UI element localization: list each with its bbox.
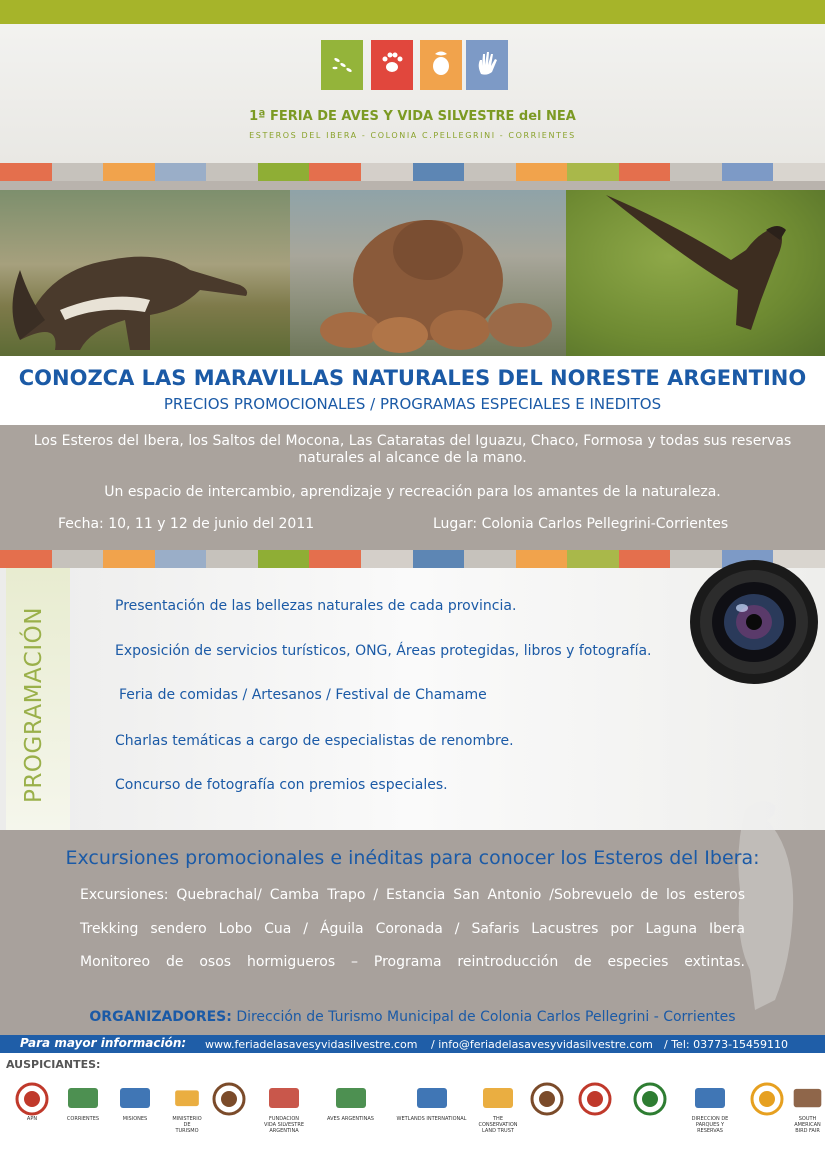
excursions-title: Excursiones promocionales e inéditas para conocer los Esteros del Ibera:	[65, 847, 760, 869]
camera-lens-icon	[688, 556, 820, 688]
program-item: Concurso de fotografía con premios especiales.	[115, 777, 448, 793]
stripe-segment	[155, 550, 207, 568]
photo-capybara	[290, 190, 566, 356]
stripe-segment	[52, 163, 104, 181]
info-date: Fecha: 10, 11 y 12 de junio del 2011	[58, 516, 315, 532]
sponsor-logo-text: MISIONES	[122, 1116, 148, 1122]
excursion-line: Excursiones: Quebrachal/ Camba Trapo / Estancia San Antonio /Sobrevuelo de los esteros	[80, 887, 745, 903]
stripe-segment	[361, 550, 413, 568]
south-american-bird-fair-icon	[790, 1082, 825, 1134]
sponsor-logo-text: DIRECCION DE PARQUES Y RESERVAS	[691, 1116, 729, 1134]
program-item: Charlas temáticas a cargo de especialistas de renombre.	[115, 733, 514, 749]
program-item: Presentación de las bellezas naturales de cada provincia.	[115, 598, 517, 614]
stripe-segment	[0, 163, 52, 181]
stripe-segment	[516, 550, 568, 568]
excursion-line: Trekking sendero Lobo Cua / Águila Coronada / Safaris Lacustres por Laguna Ibera	[80, 921, 745, 937]
stripe-shadow	[0, 181, 825, 190]
hawk-icon	[566, 341, 825, 356]
program-item: Exposición de servicios turísticos, ONG, Áreas protegidas, libros y fotografía.	[115, 643, 652, 659]
sponsor-logo-text: AVES ARGENTINAS	[327, 1116, 374, 1122]
eagle-silhouette-icon	[705, 790, 815, 1020]
stripe-segment	[361, 163, 413, 181]
logo-tile-egg	[420, 40, 462, 90]
stripe-segment	[309, 163, 361, 181]
aves-argentinas-icon	[318, 1082, 383, 1122]
sponsor-logo-text: APN	[26, 1116, 38, 1122]
sponsor-logo-text: FUNDACION VIDA SILVESTRE ARGENTINA	[264, 1116, 304, 1134]
ministerio-turismo-icon	[172, 1082, 202, 1134]
stripe-segment	[413, 550, 465, 568]
stripe-segment	[0, 550, 52, 568]
capybara-icon	[290, 341, 566, 356]
stripe-segment	[413, 163, 465, 181]
sponsors-label: AUSPICIANTES:	[6, 1058, 101, 1071]
feather-icon	[327, 48, 357, 82]
subheadline: PRECIOS PROMOCIONALES / PROGRAMAS ESPECIALES E INEDITOS	[163, 395, 662, 413]
organizers-text: Dirección de Turismo Municipal de Colonia Carlos Pellegrini - Corrientes	[236, 1009, 736, 1025]
stripe-segment	[773, 163, 825, 181]
sponsor-logo-text: SOUTH AMERICAN BIRD FAIR	[794, 1116, 821, 1134]
corrientes-logo-icon	[63, 1082, 103, 1122]
photo-anteater	[0, 190, 290, 356]
fundacion-vida-silvestre-icon	[264, 1082, 304, 1134]
photo-hawk	[566, 190, 825, 356]
stripe-segment	[206, 163, 258, 181]
stripe-segment	[155, 163, 207, 181]
info-description: Un espacio de intercambio, aprendizaje y recreación para los amantes de la naturaleza.	[104, 484, 721, 500]
sponsor-logo-text: CORRIENTES	[66, 1116, 100, 1122]
fair-subtitle: ESTEROS DEL IBERA - COLONIA C.PELLEGRINI - CORRIENTES	[249, 131, 576, 140]
stripe-segment	[258, 163, 310, 181]
sponsor-logo-text: MINISTERIO DE TURISMO	[172, 1116, 202, 1134]
stripe-segment	[464, 163, 516, 181]
round-seal-icon	[575, 1082, 615, 1116]
excursion-line: Monitoreo de osos hormigueros – Programa reintroducción de especies extintas.	[80, 954, 745, 970]
round-seal-icon	[625, 1082, 675, 1116]
phone-number: / Tel: 03773-15459110	[664, 1038, 789, 1051]
headline: CONOZCA LAS MARAVILLAS NATURALES DEL NORESTE ARGENTINO	[18, 366, 807, 390]
stripe-segment	[309, 550, 361, 568]
contact-label: Para mayor información:	[20, 1036, 187, 1050]
stripe-segment	[516, 163, 568, 181]
fair-title: 1ª FERIA DE AVES Y VIDA SILVESTRE del NEA	[249, 109, 576, 124]
stripe-segment	[567, 163, 619, 181]
logo-tile-hand	[466, 40, 508, 90]
stripe-segment	[206, 550, 258, 568]
info-box	[0, 425, 825, 550]
stripe-segment	[619, 163, 671, 181]
program-item: Feria de comidas / Artesanos / Festival de Chamame	[119, 687, 487, 703]
anteater-icon	[0, 341, 290, 356]
top-color-band	[0, 0, 825, 24]
color-stripe-top	[0, 163, 825, 181]
website-link[interactable]: www.feriadelasavesyvidasilvestre.com	[205, 1038, 418, 1051]
info-destinations: Los Esteros del Ibera, los Saltos del Mocona, Las Cataratas del Iguazu, Chaco, Formosa y todas sus reservas naturales al alcance de la mano.	[33, 433, 792, 466]
logo-tile-feather	[321, 40, 363, 90]
organizers	[0, 1009, 825, 1025]
apn-seal-icon	[12, 1082, 52, 1122]
stripe-segment	[670, 163, 722, 181]
stripe-segment	[619, 550, 671, 568]
email-link[interactable]: / info@feriadelasavesyvidasilvestre.com	[431, 1038, 653, 1051]
stripe-segment	[103, 550, 155, 568]
stripe-segment	[567, 550, 619, 568]
egg-icon	[426, 48, 456, 82]
photo-strip	[0, 190, 825, 356]
stripe-segment	[722, 163, 774, 181]
wetlands-logo-icon	[394, 1082, 469, 1122]
contact-bar	[0, 1035, 825, 1053]
sponsor-logo-text: THE CONSERVATION LAND TRUST	[478, 1116, 518, 1134]
program-label: PROGRAMACIÓN	[21, 607, 47, 803]
round-seal-icon	[527, 1082, 567, 1116]
organizers-label: ORGANIZADORES:	[89, 1009, 232, 1025]
shield-crest-icon	[209, 1082, 249, 1116]
misiones-logo-icon	[105, 1082, 165, 1122]
paw-icon	[377, 48, 407, 82]
conservation-land-trust-icon	[478, 1082, 518, 1134]
parques-reservas-icon	[690, 1082, 730, 1134]
info-place: Lugar: Colonia Carlos Pellegrini-Corrientes	[433, 516, 729, 532]
stripe-segment	[258, 550, 310, 568]
logo-tile-paw	[371, 40, 413, 90]
stripe-segment	[464, 550, 516, 568]
stripe-segment	[103, 163, 155, 181]
stripe-segment	[52, 550, 104, 568]
hand-icon	[472, 48, 502, 82]
sponsor-logo-text: WETLANDS INTERNATIONAL	[396, 1116, 467, 1122]
museo-logo-icon	[744, 1082, 789, 1116]
